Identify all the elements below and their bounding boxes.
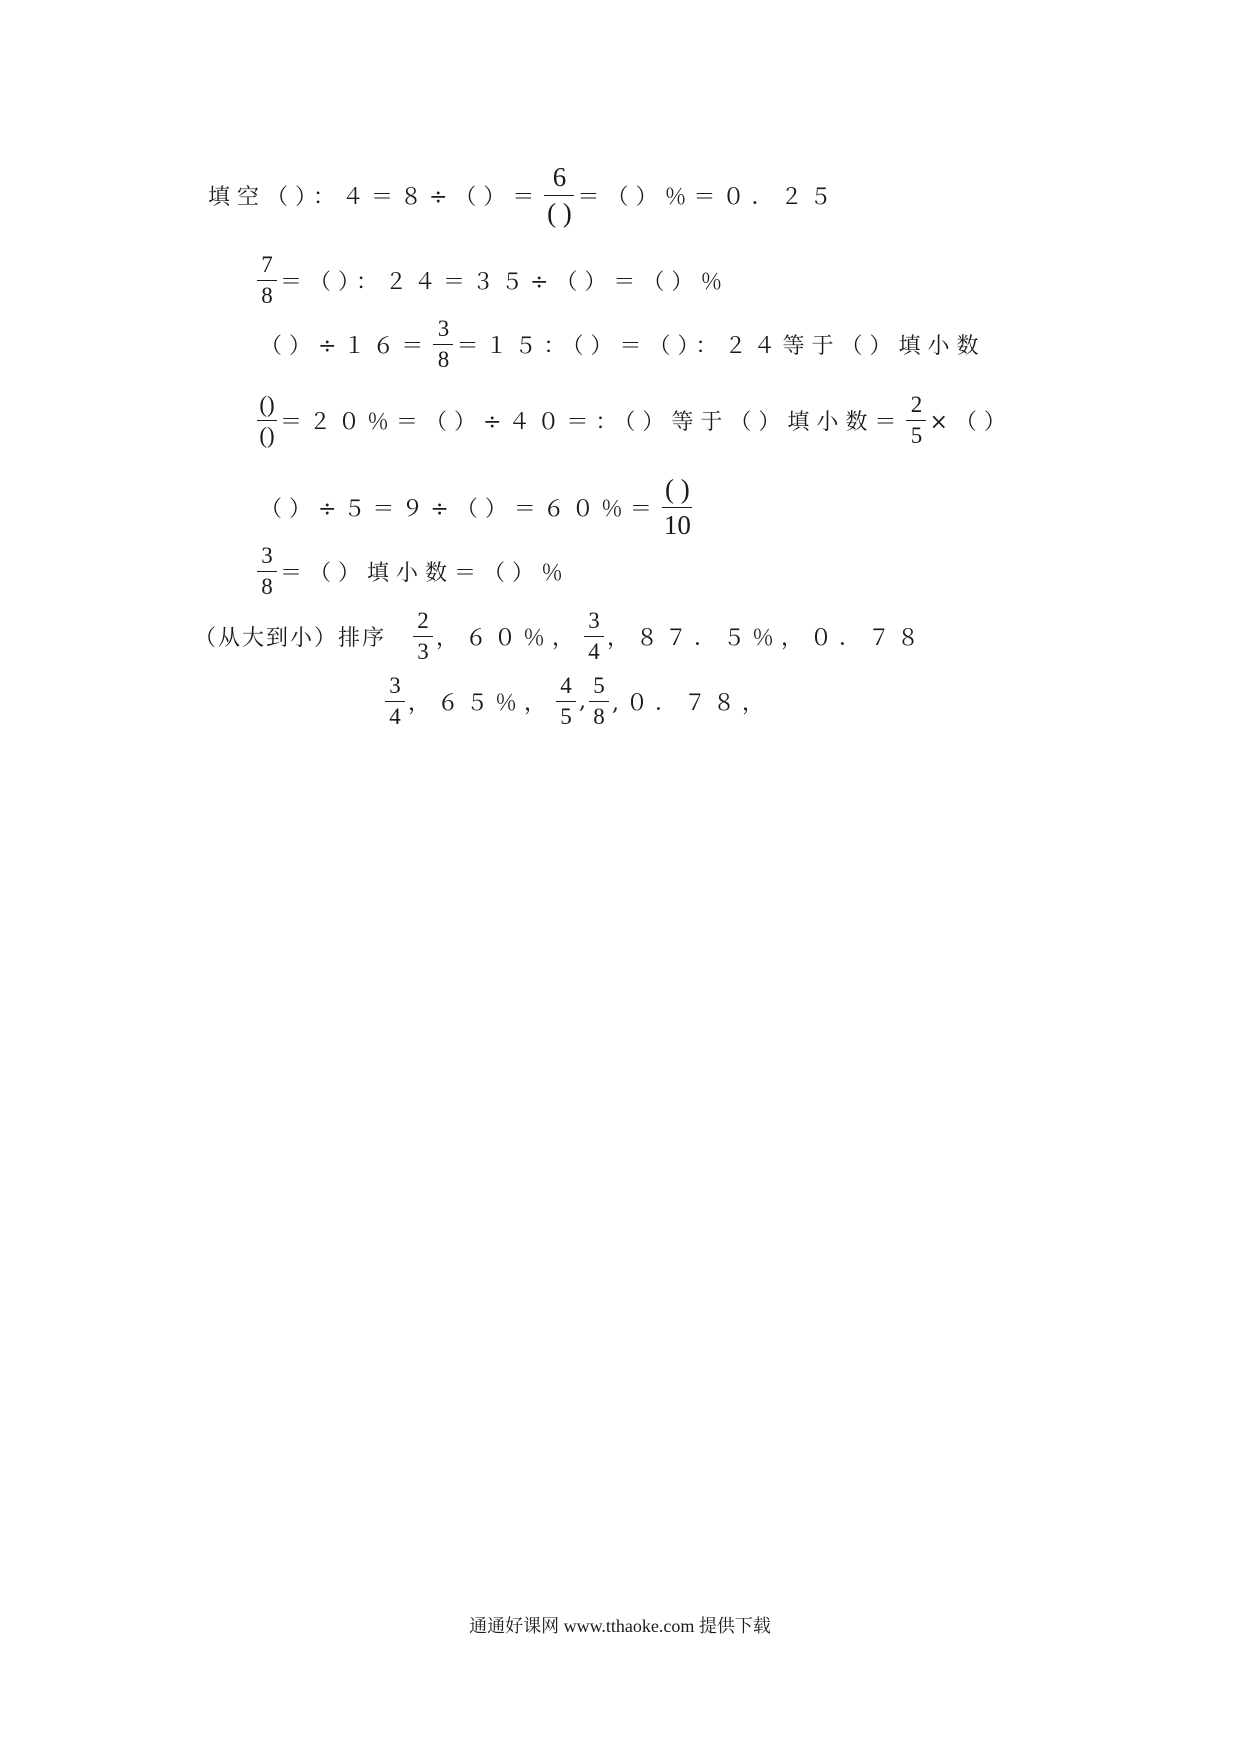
fraction bbox=[385, 673, 405, 731]
problem-text: ，６５％， bbox=[408, 691, 554, 717]
problem-line-5 bbox=[260, 474, 696, 541]
fraction bbox=[584, 608, 604, 666]
fraction bbox=[662, 474, 693, 541]
problem-text: ,０．７８， bbox=[612, 691, 772, 717]
problem-text: ，６０％， bbox=[436, 626, 582, 652]
problem-text: ＝（）：２４＝３５÷（）＝（）％ bbox=[280, 270, 730, 296]
fraction-denominator: 4 bbox=[588, 639, 600, 665]
fraction-numerator: 4 bbox=[556, 673, 576, 702]
fraction-denominator: 10 bbox=[663, 510, 691, 541]
fraction-denominator: 4 bbox=[389, 704, 401, 730]
problem-text: , bbox=[579, 689, 587, 715]
fraction-numerator: 6 bbox=[544, 162, 574, 196]
fraction-denominator: ( ) bbox=[547, 198, 572, 229]
fraction bbox=[257, 252, 277, 310]
fraction-denominator: 8 bbox=[437, 347, 450, 373]
fraction bbox=[589, 673, 609, 731]
problem-text: ，８７．５％，０．７８ bbox=[607, 626, 927, 652]
fraction-numerator: () bbox=[257, 392, 277, 421]
problem-text: （）÷１６＝ bbox=[260, 334, 431, 360]
problem-text: （）÷５＝９÷（）＝６０％＝ bbox=[260, 497, 659, 523]
fraction-numerator: 3 bbox=[433, 316, 453, 345]
fraction-denominator: 8 bbox=[593, 704, 605, 730]
problem-text: ＝（）％＝０．２５ bbox=[577, 185, 839, 211]
footer-credit: 通通好课网 www.tthaoke.com 提供下载 bbox=[469, 1616, 771, 1636]
fraction-denominator: 3 bbox=[417, 639, 429, 665]
fraction-denominator: 5 bbox=[910, 423, 923, 449]
fraction-denominator: 5 bbox=[560, 704, 572, 730]
problem-text: ×（） bbox=[929, 410, 1013, 436]
problem-line-8 bbox=[382, 673, 771, 731]
fraction-numerator: 2 bbox=[413, 608, 433, 637]
problem-line-4 bbox=[254, 392, 1013, 450]
fraction-numerator: 7 bbox=[257, 252, 277, 281]
fraction-numerator: ( ) bbox=[662, 474, 692, 508]
problem-line-6 bbox=[254, 543, 570, 601]
fraction-numerator: 3 bbox=[584, 608, 604, 637]
sort-label: （从大到小）排序 bbox=[194, 626, 387, 652]
fraction-denominator: () bbox=[259, 423, 275, 449]
problem-text: ＝（）填小数＝（）％ bbox=[280, 561, 571, 587]
problem-text: ＝１５：（）＝（）：２４等于（）填小数 bbox=[456, 334, 986, 360]
problem-line-2 bbox=[254, 252, 729, 310]
fraction bbox=[906, 392, 926, 450]
fraction bbox=[413, 608, 433, 666]
fraction bbox=[433, 316, 453, 374]
fraction bbox=[556, 673, 576, 731]
fraction bbox=[257, 543, 277, 601]
problem-line-7 bbox=[194, 608, 926, 666]
problem-line-3 bbox=[260, 316, 985, 374]
fraction-numerator: 3 bbox=[257, 543, 277, 572]
fraction-numerator: 3 bbox=[385, 673, 405, 702]
fraction bbox=[544, 162, 574, 229]
fraction bbox=[257, 392, 277, 450]
fraction-denominator: 8 bbox=[261, 574, 273, 600]
fraction-numerator: 2 bbox=[906, 392, 926, 421]
problem-text: 填空（）：４＝８÷（）＝ bbox=[208, 185, 542, 211]
problem-text: ＝２０％＝（）÷４０＝：（）等于（）填小数＝ bbox=[280, 410, 904, 436]
problem-line-1 bbox=[208, 162, 838, 229]
fraction-denominator: 8 bbox=[261, 283, 273, 309]
fraction-numerator: 5 bbox=[589, 673, 609, 702]
